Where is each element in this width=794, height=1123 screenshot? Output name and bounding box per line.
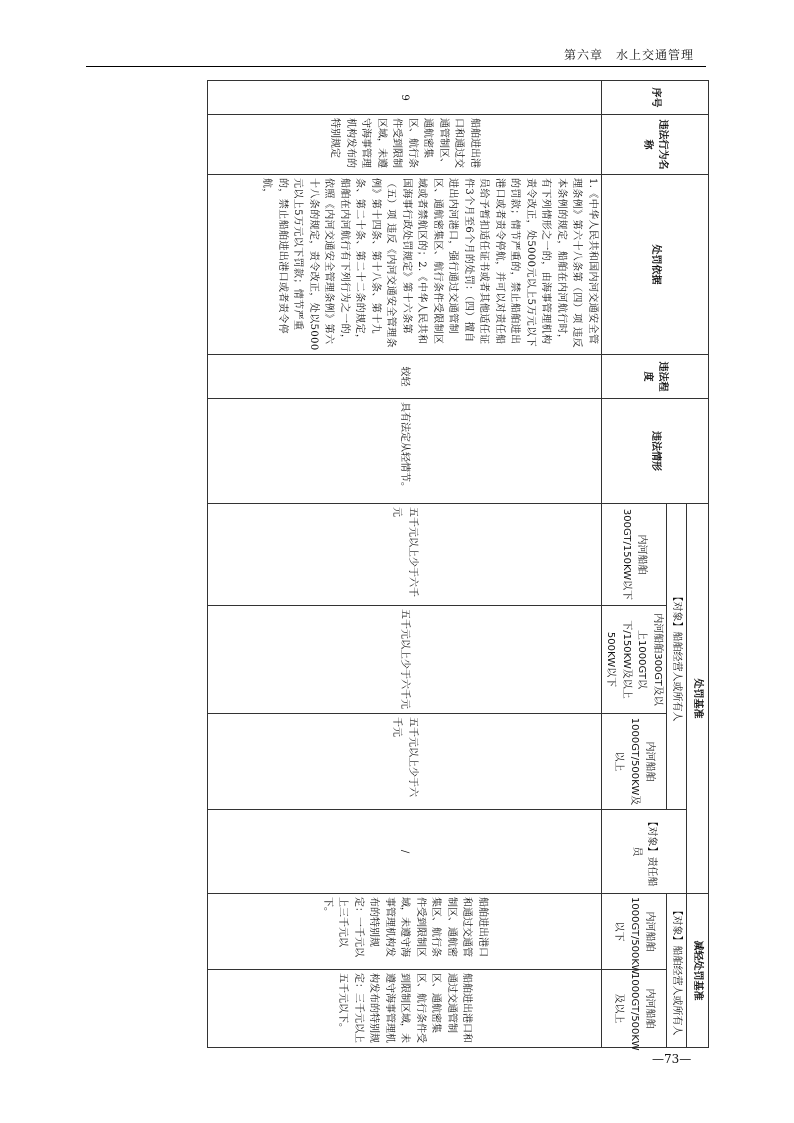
situation-header: 违法情形 (602, 399, 709, 504)
row-red-col2-text: 船舶进出港口和通过交通管制区、通航密集区、航行条件受到限制区域，未遵守海事管理机构发布的特别规定：三千元以上五千元以下。 (337, 973, 473, 1043)
penalty-table (207, 80, 709, 1051)
seq-header: 序号 (602, 81, 709, 115)
std-col3-header: 内河船舶1000GT/500KW及以上 (602, 714, 667, 810)
std-col2-header: 内河船舶300GT及以上1000GT以下/150KW及以上500KW以下 (602, 606, 667, 714)
row-basis (208, 175, 602, 355)
degree-header: 违法程度 (602, 355, 709, 399)
crew-header: 【对象】责任船员 (602, 810, 687, 894)
standard-header: 处罚基准 (687, 504, 709, 894)
row-std-col2 (208, 606, 602, 714)
row-crew: / (208, 810, 602, 894)
row-name-text: 船舶进出港口和通过交通管制区、通航密集区、航行条件受到限制区域，未遵守海事管理机构发布的特别规定 (329, 118, 480, 168)
reduced-owner-header: 【对象】船舶经营人或所有人 (667, 894, 687, 1048)
row-std-col1-text: 五千元以上少于六千元 (391, 507, 418, 597)
name-header: 违法行为名称 (602, 115, 709, 175)
row-name (208, 115, 602, 175)
row-situation-text: 具有法定从轻情节。 (399, 402, 411, 492)
chapter-title: 第六章 水上交通管理 (563, 48, 694, 62)
page-header (86, 44, 706, 67)
row-red-col2 (208, 970, 602, 1048)
row-std-col3 (208, 714, 602, 810)
basis-header: 处罚依据 (602, 175, 709, 355)
page-number: —73— (652, 1052, 692, 1066)
row-std-col3-text: 五千元以上少于六千元 (391, 717, 418, 797)
row-std-col1 (208, 504, 602, 606)
standard-owner-header: 【对象】船舶经营人或所有人 (667, 504, 687, 810)
rotated-table-wrapper (207, 80, 709, 1051)
reduced-header: 减轻处罚基准 (687, 894, 709, 1048)
red-col2-header: 内河船舶1000GT/500KW及以上 (602, 970, 667, 1048)
header-row-1 (687, 81, 709, 1048)
row-basis-text: 1.《中华人民共和国内河交通安全管理条例》第六十八条第（四）项 违反本条例的规定，船舶在内河航行时，有下列情形之一的，由海事管理机构责令改正，处5000元以上5万元以下的罚款；情节严重的，禁止船舶进出港口或者责令停航，并可以对责任船员给予暂扣适任证书或者其他适任证件3个月至6个月的处罚：（四）擅自进出内河港口，强行通过交通管制区、通航密集区、航行条件受限制区域或者禁航区的；2.《中华人民共和国海事行政处罚规定》第十六条第（五）项 违反《内河交通安全管理条例》第十四条、第十八条、第十九条、第二十条、第二十二条的规定，船舶在内河航行有下列行为之一的，依照《内河交通安全管理条例》第六十八条的规定，责令改正，处以5000元以上5万元以下罚款；情节严重的，禁止船舶进出港口或者责令停航， (261, 178, 598, 351)
row-degree: 较轻 (208, 355, 602, 399)
std-col1-header: 内河船舶300GT/150KW以下 (602, 504, 667, 606)
row-red-col1 (208, 894, 602, 970)
table-row (208, 81, 602, 1048)
red-col1-header: 内河船舶1000GT/500KW以下 (602, 894, 667, 970)
row-std-col2-text: 五千元以上少于六千元 (399, 609, 411, 709)
row-situation (208, 399, 602, 504)
row-red-col1-text: 船舶进出港口和通过交通管制区、通航密集区、航行条件受到限制区域，未遵守海事管理机构发布的特别规定：一千元以上三千元以下。 (321, 897, 488, 957)
row-seq: 9 (208, 81, 602, 115)
